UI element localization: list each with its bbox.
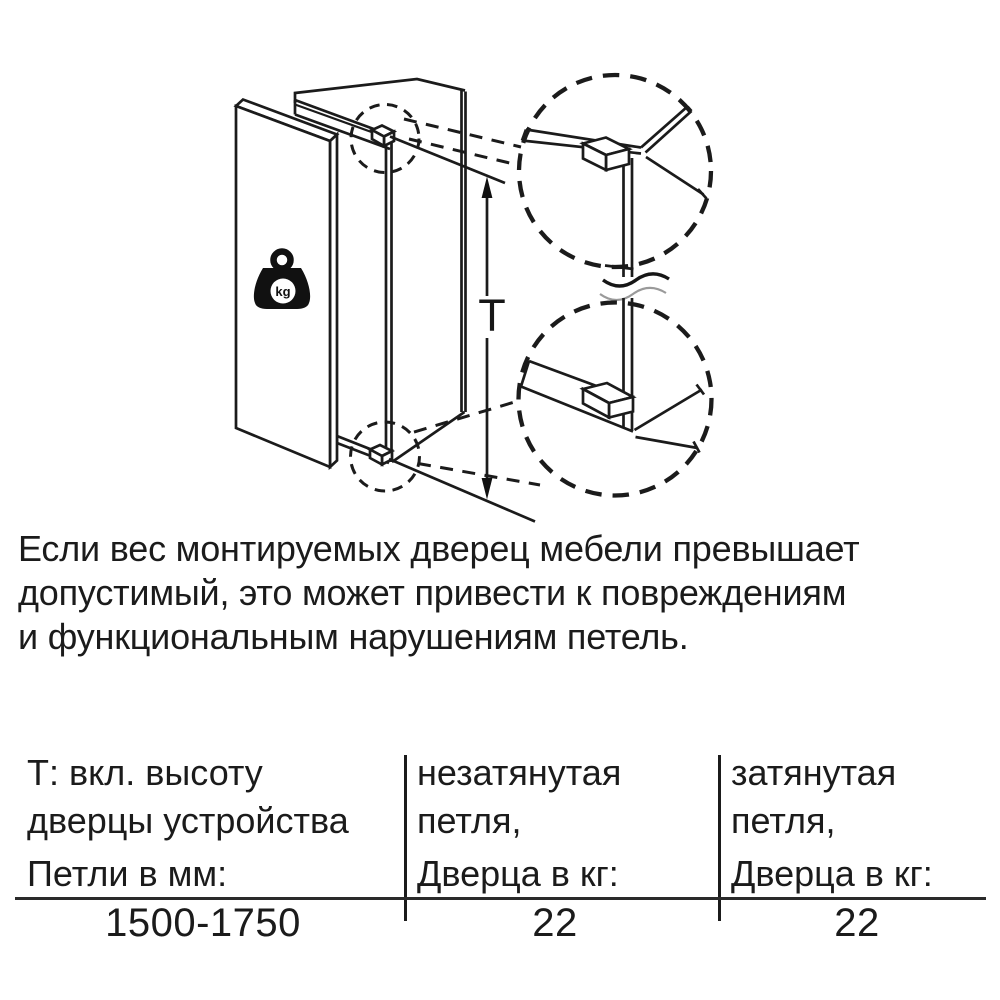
table-header-loose-hinge: [417, 749, 621, 898]
top-hinge-detail-view: [519, 75, 711, 277]
header-subline: Петли в мм:: [27, 853, 228, 894]
table-header-tight-hinge: [731, 749, 933, 898]
paragraph-line: и функциональным нарушениям петель.: [18, 616, 689, 657]
cell-height-range: 1500-1750: [105, 901, 301, 945]
cell-weight-tight: 22: [834, 901, 880, 945]
header-subline: Дверца в кг:: [731, 853, 933, 894]
cell-weight-loose: 22: [532, 901, 578, 945]
break-marks: [600, 274, 669, 300]
warning-paragraph: [18, 527, 988, 659]
paragraph-line: допустимый, это может привести к повреждениям: [18, 572, 847, 613]
arrow-up-icon: [482, 177, 493, 199]
kg-label: kg: [275, 284, 291, 299]
header-line: петля,: [417, 800, 522, 841]
table-header-rule: [15, 897, 986, 900]
header-line: дверцы устройства: [27, 800, 349, 841]
bottom-hinge-detail-view: [519, 298, 712, 496]
top-detail-hinge-block: [583, 138, 629, 171]
header-subline: Дверца в кг:: [417, 853, 619, 894]
arrow-down-icon: [482, 478, 493, 500]
table-row: [0, 901, 1000, 945]
callout-leader-lines: [404, 119, 540, 485]
header-line: Т: вкл. высоту: [27, 752, 263, 793]
header-line: незатянутая: [417, 752, 622, 793]
header-line: петля,: [731, 800, 836, 841]
bottom-detail-hinge-block: [583, 383, 633, 418]
paragraph-line: Если вес монтируемых дверец мебели превышает: [18, 528, 860, 569]
hinge-spec-table: [0, 740, 1000, 1000]
header-line: затянутая: [731, 752, 897, 793]
bottom-hinge-block: [370, 445, 392, 465]
t-dimension-label: T: [478, 290, 506, 341]
table-header-height: [27, 749, 349, 898]
